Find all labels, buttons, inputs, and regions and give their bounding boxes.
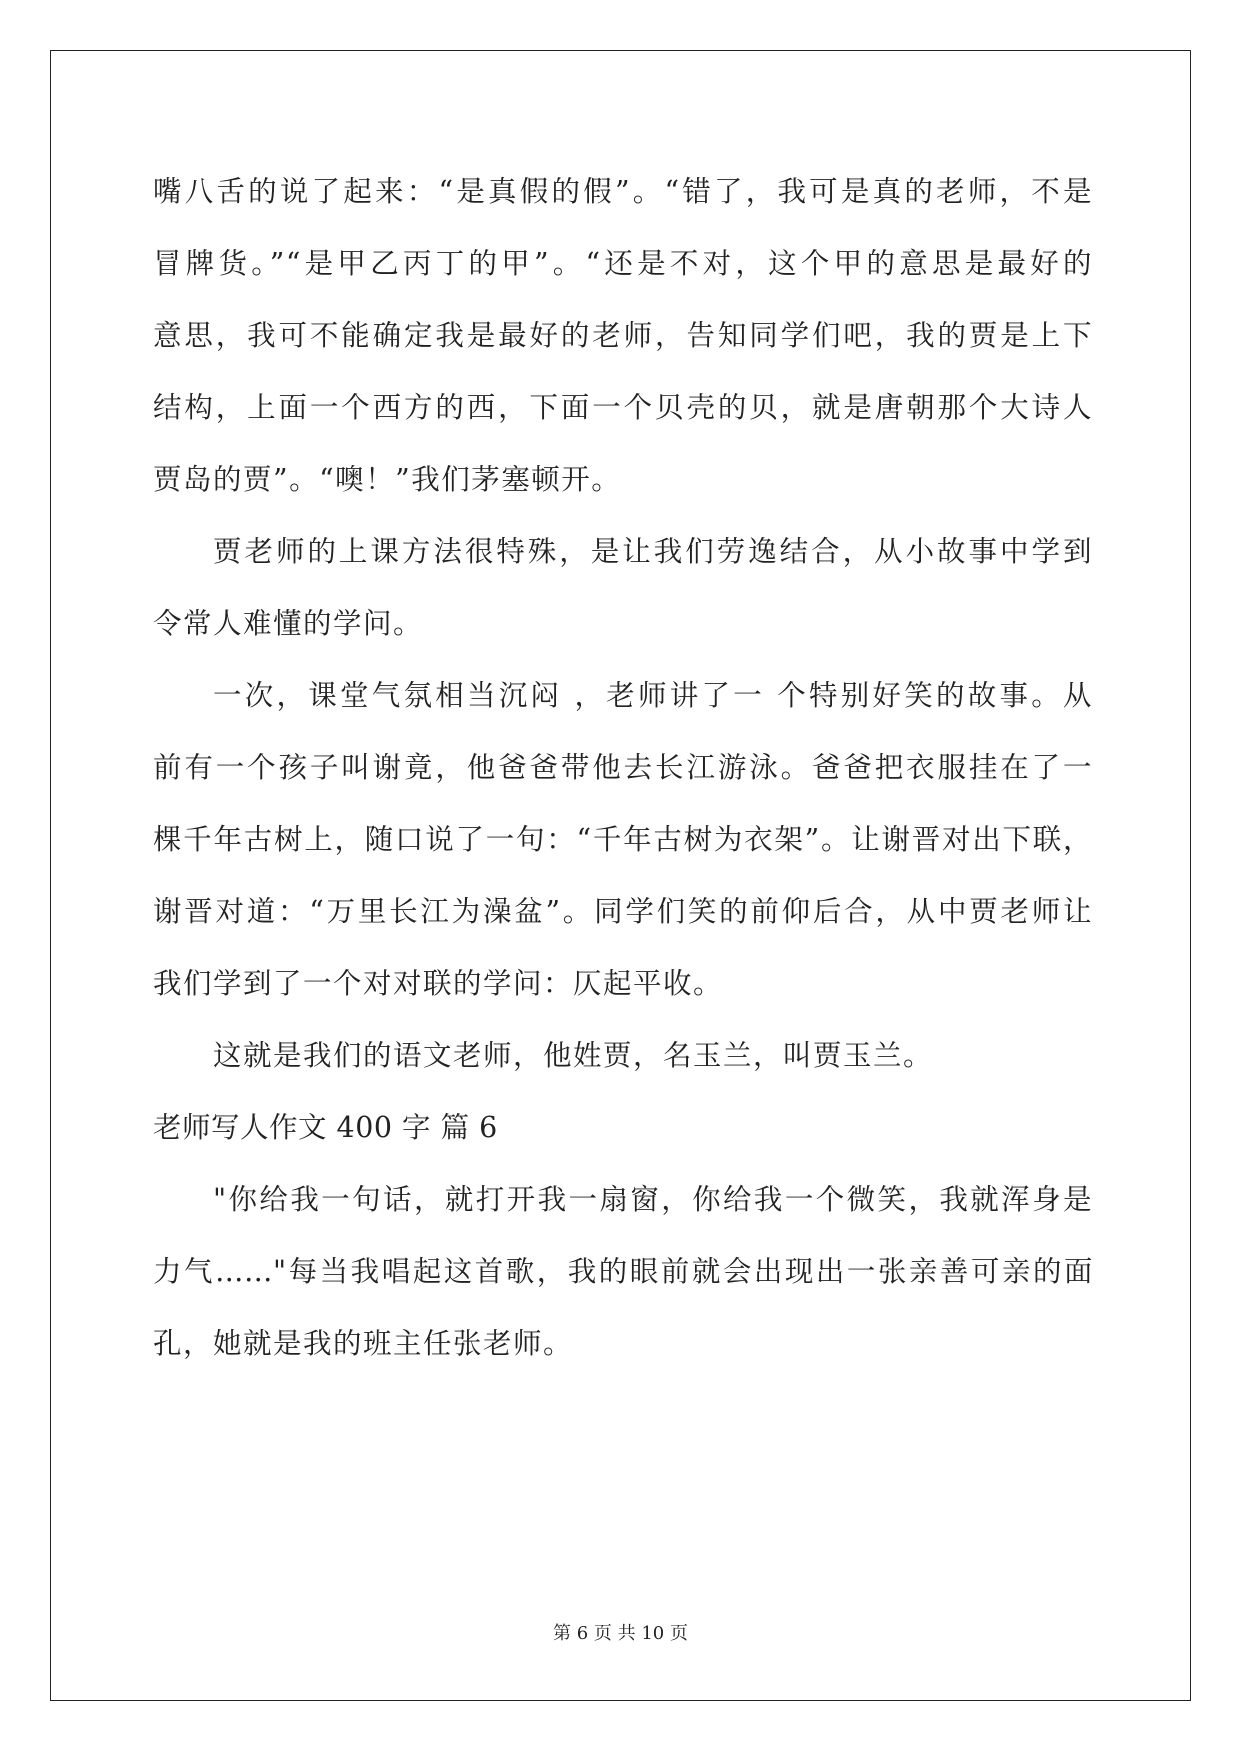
paragraph-start: 一次，课堂气氛相当沉闷 ，老师讲了一 个特别好笑的故事。从 bbox=[213, 679, 1093, 712]
text-line: 前有一个孩子叫谢竟，他爸爸带他去长江游泳。爸爸把衣服挂在了一 bbox=[153, 751, 1093, 784]
paragraph-start: 这就是我们的语文老师，他姓贾，名玉兰，叫贾玉兰。 bbox=[213, 1039, 934, 1072]
page-border bbox=[50, 50, 1191, 1701]
text-line: 力气……"每当我唱起这首歌，我的眼前就会出现出一张亲善可亲的面 bbox=[153, 1255, 1093, 1288]
paragraph-start: 贾老师的上课方法很特殊，是让我们劳逸结合，从小故事中学到 bbox=[213, 535, 1093, 568]
text-line: 谢晋对道：“万里长江为澡盆”。同学们笑的前仰后合，从中贾老师让 bbox=[153, 895, 1093, 928]
text-line: 我们学到了一个对对联的学问：仄起平收。 bbox=[153, 967, 724, 1000]
text-line: 孔，她就是我的班主任张老师。 bbox=[153, 1327, 574, 1360]
text-line: 棵千年古树上，随口说了一句：“千年古树为衣架”。让谢晋对出下联， bbox=[153, 823, 1093, 856]
text-line: 嘴八舌的说了起来：“是真假的假”。“错了，我可是真的老师，不是 bbox=[153, 175, 1093, 208]
text-line: 意思，我可不能确定我是最好的老师，告知同学们吧，我的贾是上下 bbox=[153, 319, 1093, 352]
text-line: 冒牌货。”“是甲乙丙丁的甲”。“还是不对，这个甲的意思是最好的 bbox=[153, 247, 1093, 280]
text-line: 贾岛的贾”。“噢！”我们茅塞顿开。 bbox=[153, 463, 622, 496]
section-heading: 老师写人作文 400 字 篇 6 bbox=[153, 1111, 498, 1144]
paragraph-start: "你给我一句话，就打开我一扇窗，你给我一个微笑，我就浑身是 bbox=[213, 1183, 1093, 1216]
text-line: 令常人难懂的学问。 bbox=[153, 607, 424, 640]
text-line: 结构，上面一个西方的西，下面一个贝壳的贝，就是唐朝那个大诗人 bbox=[153, 391, 1093, 424]
page-number-footer: 第 6 页 共 10 页 bbox=[553, 1623, 688, 1644]
